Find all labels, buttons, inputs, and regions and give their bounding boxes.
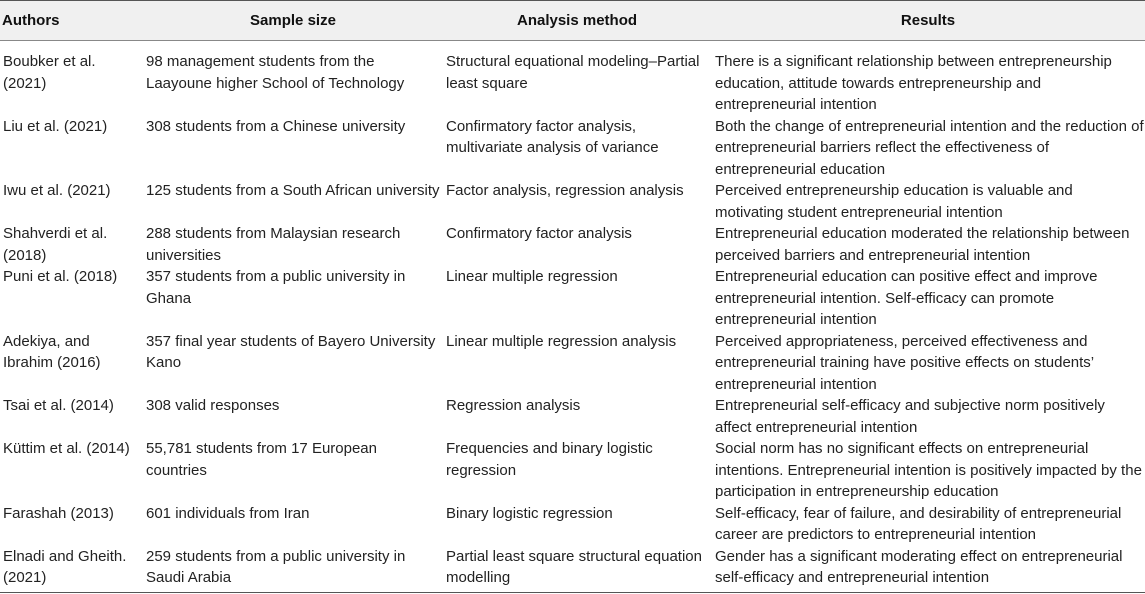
cell-sample-size: 357 final year students of Bayero University Kano xyxy=(146,332,436,371)
cell-analysis-method: Confirmatory factor analysis, multivariate analysis of variance xyxy=(446,117,659,156)
table-row xyxy=(0,395,1145,438)
table-header xyxy=(0,1,1145,41)
cell-authors: Adekiya, and Ibrahim (2016) xyxy=(3,332,101,371)
table-row xyxy=(0,41,1145,116)
cell-results: Entrepreneurial self-efficacy and subjective norm positively affect entrepreneurial intention xyxy=(715,397,1105,436)
cell-authors: Elnadi and Gheith. (2021) xyxy=(3,547,127,586)
header-sample-size: Sample size xyxy=(250,11,336,29)
cell-sample-size: 259 students from a public university in Saudi Arabia xyxy=(146,547,406,586)
cell-analysis-method: Frequencies and binary logistic regression xyxy=(446,440,653,479)
cell-sample-size: 601 individuals from Iran xyxy=(146,504,310,522)
cell-results: Entrepreneurial education moderated the relationship between perceived barriers and entrepreneurial intention xyxy=(715,225,1130,264)
header-results: Results xyxy=(900,11,956,29)
cell-sample-size: 98 management students from the Laayoune higher School of Technology xyxy=(146,53,405,92)
cell-results: Perceived appropriateness, perceived effectiveness and entrepreneurial training have positive effects on students’ entrepreneurial intention xyxy=(715,332,1094,393)
cell-results: Perceived entrepreneurship education is valuable and motivating student entrepreneurial intention xyxy=(715,182,1073,221)
cell-analysis-method: Factor analysis, regression analysis xyxy=(446,182,684,199)
table-row xyxy=(0,503,1145,546)
cell-authors: Boubker et al. (2021) xyxy=(3,53,96,92)
table-row xyxy=(0,223,1145,266)
cell-authors: Liu et al. (2021) xyxy=(3,117,108,135)
cell-analysis-method: Linear multiple regression xyxy=(446,268,618,285)
cell-authors: Küttim et al. (2014) xyxy=(3,440,130,457)
cell-authors: Tsai et al. (2014) xyxy=(3,397,114,414)
cell-results: There is a significant relationship between entrepreneurship education, attitude towards entrepreneurship and entrepreneurial intention xyxy=(715,53,1112,113)
cell-sample-size: 55,781 students from 17 European countries xyxy=(146,440,377,479)
cell-sample-size: 288 students from Malaysian research universities xyxy=(146,225,401,264)
cell-sample-size: 308 students from a Chinese university xyxy=(146,117,406,135)
cell-results: Self-efficacy, fear of failure, and desirability of entrepreneurial career are predictors to entrepreneurial intention xyxy=(715,504,1122,543)
cell-results: Gender has a significant moderating effect on entrepreneurial self-efficacy and entrepreneurial intention xyxy=(715,547,1123,586)
table-row xyxy=(0,266,1145,331)
table-row xyxy=(0,546,1145,593)
cell-analysis-method: Binary logistic regression xyxy=(446,504,613,522)
header-row xyxy=(0,1,1145,41)
cell-analysis-method: Regression analysis xyxy=(446,397,581,414)
table-row xyxy=(0,331,1145,396)
table-row xyxy=(0,180,1145,223)
cell-analysis-method: Structural equational modeling–Partial least square xyxy=(446,53,700,92)
cell-authors: Shahverdi et al. (2018) xyxy=(3,225,108,264)
cell-sample-size: 308 valid responses xyxy=(146,397,280,414)
table-row xyxy=(0,438,1145,503)
table-body xyxy=(0,41,1145,593)
cell-authors: Iwu et al. (2021) xyxy=(3,182,111,199)
cell-results: Both the change of entrepreneurial intention and the reduction of entrepreneurial barriers reflect the effectiveness of entrepreneurial education xyxy=(715,117,1144,178)
cell-results: Social norm has no significant effects on entrepreneurial intentions. Entrepreneurial intention is positively impacted by the participation in entrepreneurship education xyxy=(715,440,1142,500)
cell-authors: Puni et al. (2018) xyxy=(3,268,118,285)
table-row xyxy=(0,116,1145,181)
cell-sample-size: 125 students from a South African university xyxy=(146,182,440,199)
cell-analysis-method: Partial least square structural equation modelling xyxy=(446,547,702,586)
header-analysis-method: Analysis method xyxy=(516,11,638,29)
cell-sample-size: 357 students from a public university in Ghana xyxy=(146,268,406,307)
cell-analysis-method: Linear multiple regression analysis xyxy=(446,332,677,350)
cell-analysis-method: Confirmatory factor analysis xyxy=(446,225,632,242)
cell-authors: Farashah (2013) xyxy=(3,504,114,522)
header-authors: Authors xyxy=(2,11,60,29)
cell-results: Entrepreneurial education can positive effect and improve entrepreneurial intention. Self-efficacy can promote entrepreneurial intention xyxy=(715,268,1098,328)
